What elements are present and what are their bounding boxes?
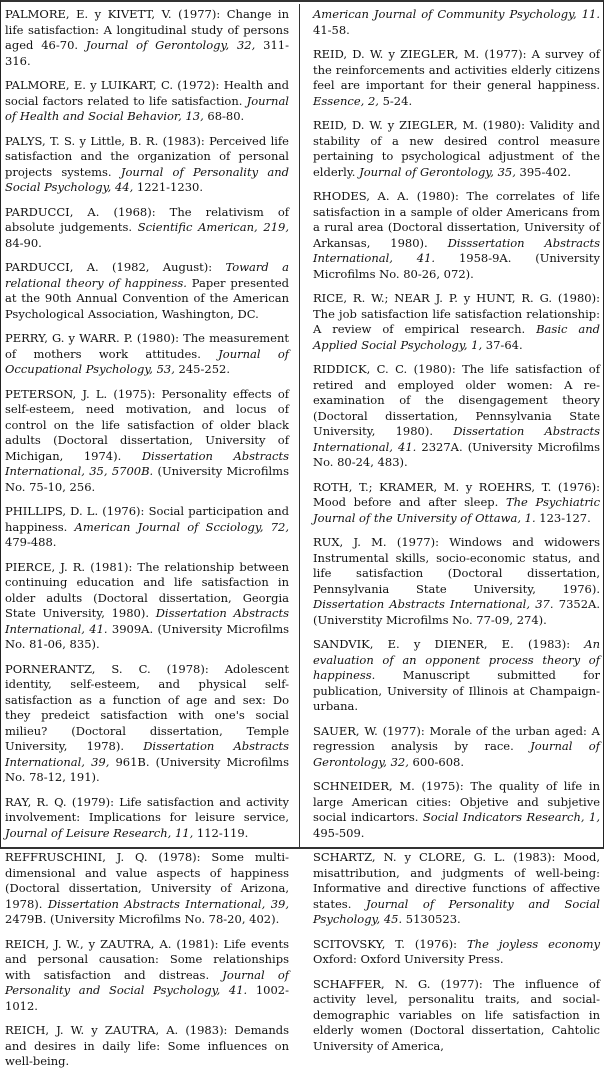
reference-text: 84-90. <box>5 235 42 250</box>
reference-source: Dissertation Abstracts International, 37. <box>313 597 554 611</box>
reference-text: RICE, R. W.; NEAR J. P. y HUNT, R. G. (1980): The job satisfaction life satisfaction relationship: A review of empirical research. <box>313 291 600 336</box>
reference-source: Dissertation Abstracts International, 35, 5700B. <box>5 448 289 478</box>
reference-entry <box>313 779 600 841</box>
reference-entry <box>5 937 289 1015</box>
reference-source: Journal of Personality and Social Psychology, 45. <box>313 896 600 926</box>
reference-source: Disssertation Abstracts International, 41. <box>313 235 600 265</box>
reference-source: Journal of Gerontology, 32, <box>85 38 256 52</box>
reference-source: Journal of Occupational Psychology, 53, <box>5 346 290 376</box>
reference-text: 37-64. <box>482 337 523 352</box>
reference-text: (University Microfilms No. 75-10, 256. <box>5 464 289 494</box>
reference-text: SANDVIK, E. y DIENER, E. (1983): <box>313 637 585 651</box>
reference-text: PALMORE, E. y KIVETT, V. (1977): Change in life satisfaction: A longitudinal study of persons aged 46-70. <box>5 7 289 52</box>
reference-text: 3909A. (University Microfilms No. 81-06, 835). <box>5 621 289 651</box>
reference-text: 2327A. (University Microfilms No. 80-24, 483). <box>313 439 600 469</box>
reference-text: REICH, J. W. y ZAUTRA, A. (1983): Demands and desires in daily life: Some influences on well-being. <box>5 1023 289 1068</box>
reference-source: Journal of Gerontology, 32, <box>313 739 600 769</box>
reference-entry <box>5 560 289 653</box>
reference-source: American Journal of Community Psychology, 11. <box>313 7 600 21</box>
reference-text: PETERSON, J. L. (1975): Personality effects of self-esteem, need motivation, and locus of control on the life satisfaction of older black adults (Doctoral dissertation, University of Michigan, 1974). <box>5 386 289 463</box>
reference-entry <box>5 504 289 551</box>
reference-text: PALMORE, E. y LUIKART, C. (1972): Health and social factors related to life satisfaction. <box>5 78 289 108</box>
reference-source: An evaluation of an opponent process theory of happiness. <box>313 637 600 682</box>
reference-entry <box>313 7 600 38</box>
reference-source: Dissertation Abstracts International, 41. <box>5 606 289 636</box>
reference-entry <box>313 47 600 109</box>
reference-entry <box>5 795 289 842</box>
reference-entry <box>5 662 289 786</box>
reference-entry <box>313 189 600 282</box>
reference-text: REICH, J. W., y ZAUTRA, A. (1981): Life events and personal causation: Some relationships with satisfaction and distreas. <box>5 936 289 982</box>
reference-text: 2479B. (University Microfilms No. 78-20, 402). <box>5 912 280 926</box>
reference-source: Journal of Personality and Social Psychology, 41. <box>5 967 290 997</box>
reference-text: RAY, R. Q. (1979): Life satisfaction and activity involvement: Implications for leisure service, <box>5 794 289 824</box>
reference-text: 395-402. <box>515 164 571 179</box>
column-divider <box>299 4 300 849</box>
reference-source: Journal of Personality and Social Psychology, 44, <box>5 164 289 194</box>
reference-entry <box>313 724 600 771</box>
reference-entry <box>5 7 289 69</box>
reference-text: SAUER, W. (1977): Morale of the urban aged: A regression analysis by race. <box>313 723 600 753</box>
reference-text: 479-488. <box>5 535 57 549</box>
reference-text: 961B. (University Microfilms No. 78-12, 191). <box>5 754 289 784</box>
reference-text: REID, D. W. y ZIEGLER, M. (1977): A survey of the reinforcements and activities elderly citizens feel are important for their general happiness. <box>313 47 600 92</box>
reference-text: PHILLIPS, D. L. (1976): Social participation and happiness. <box>5 504 289 534</box>
reference-entry <box>5 134 289 196</box>
reference-text: RUX, J. M. (1977): Windows and widowers Instrumental skills, socio-economic status, and life satisfaction (Doctoral dissertation, Pennsylvania State University, 1976). <box>313 535 600 596</box>
reference-source: American Journal of Scciology, 72, <box>74 519 289 534</box>
reference-source: Dissertation Abstracts International, 39, <box>5 739 289 769</box>
reference-entry <box>313 480 600 527</box>
reference-text: 5-24. <box>378 93 413 108</box>
reference-entry <box>5 260 289 322</box>
reference-text: 7352A. (Universtity Microfilms No. 77-09, 274). <box>313 597 600 627</box>
reference-entry <box>313 937 600 968</box>
reference-entry <box>5 78 289 125</box>
reference-source: Journal of Gerontology, 35, <box>359 164 516 179</box>
reference-text: SCHAFFER, N. G. (1977): The influence of activity level, personalitu traits, and social-demographic variables on life satisfaction in elderly women (Doctoral dissertation, Cahtolic University of America, <box>313 976 600 1053</box>
reference-source: Social Indicators Research, 1, <box>422 810 600 824</box>
reference-text: PARDUCCI, A. (1968): The relativism of absolute judgements. <box>5 204 289 234</box>
reference-entry <box>5 1023 289 1070</box>
reference-text: 245-252. <box>174 362 230 376</box>
reference-entry <box>313 118 600 180</box>
reference-entry <box>313 977 600 1055</box>
reference-text: SCHNEIDER, M. (1975): The quality of life in large American cities: Objetive and subjetive social indicartors. <box>313 779 600 824</box>
reference-source: The Psychiatric Journal of the University of Ottawa, 1. <box>313 495 601 525</box>
reference-source: Dissertation Abstracts International, 39, <box>47 896 289 911</box>
reference-text: ROTH, T.; KRAMER, M. y ROEHRS, T. (1976): Mood before and after sleep. <box>313 479 600 509</box>
reference-source: Essence, 2, <box>313 93 379 108</box>
reference-text: PALYS, T. S. y Little, B. R. (1983): Perceived life satisfaction and the organization of personal projects systems. <box>5 133 289 179</box>
reference-entry <box>313 535 600 628</box>
reference-text: 1221-1230. <box>133 180 203 194</box>
reference-text: PARDUCCI, A. (1982, August): <box>5 260 226 274</box>
reference-text: PERRY, G. y WARR. P. (1980): The measurement of mothers work attitudes. <box>5 331 289 361</box>
reference-text: REFFRUSCHINI, J. Q. (1978): Some multi-dimensional and value aspects of happiness (Doctoral dissertation, University of Arizona, 1978). <box>5 850 289 911</box>
reference-text: PIERCE, J. R. (1981): The relationship between continuing education and life satisfaction in older adults (Doctoral dissertation, Georgia State University, 1980). <box>5 559 289 620</box>
reference-text: 112-119. <box>193 825 249 840</box>
reference-entry <box>5 850 289 928</box>
reference-source: Journal of Health and Social Behavior, 13, <box>5 93 289 123</box>
reference-entry <box>5 331 289 378</box>
reference-text: 5130523. <box>402 912 461 926</box>
reference-text: 68-80. <box>203 109 245 123</box>
reference-text: PORNERANTZ, S. C. (1978): Adolescent identity, self-esteem, and physical self-satisfaction as a function of age and sex: Do they predeict satisfaction with one's social milieu? (Doctoral dissertation, Temple University, 1978). <box>5 661 289 753</box>
reference-text: SCITOVSKY, T. (1976): <box>313 936 467 951</box>
reference-source: The joyless economy <box>467 936 600 951</box>
reference-entry <box>313 362 600 471</box>
reference-entry <box>313 291 600 353</box>
reference-entry <box>313 850 600 928</box>
reference-text: RIDDICK, C. C. (1980): The life satisfaction of retired and employed older women: A re-examination of the disengagement theory (Doctoral dissertation, Pennsylvania State University, 1980). <box>313 362 600 438</box>
reference-text: 123-127. <box>535 510 591 525</box>
reference-text: 600-608. <box>408 754 465 769</box>
reference-text: RHODES, A. A. (1980): The correlates of life satisfaction in a sample of older Americans from a rural area (Doctoral dissertation, University of Arkansas, 1980). <box>313 189 600 250</box>
reference-text: Oxford: Oxford University Press. <box>313 952 504 966</box>
reference-entry <box>5 387 289 496</box>
reference-text: REID, D. W. y ZIEGLER, M. (1980): Validity and stability of a new desired control measure pertaining to psychological adjustment of the elderly. <box>313 118 600 179</box>
reference-text: 495-509. <box>313 825 365 840</box>
reference-text: Paper presented at the 90th Annual Convention of the American Psychological Association, Washington, DC. <box>5 275 289 321</box>
reference-source: Journal of Leisure Research, 11, <box>5 825 194 840</box>
reference-entry <box>5 205 289 252</box>
reference-source: Dissertation Abstracts International, 41. <box>313 424 600 454</box>
reference-source: Basic and Applied Social Psychology, 1, <box>313 322 601 352</box>
reference-text: 1958-9A. (University Microfilms No. 80-26, 072). <box>313 251 600 281</box>
left-column <box>5 7 290 1068</box>
right-column <box>313 7 601 1053</box>
reference-entry <box>313 637 600 715</box>
reference-text: 1002-1012. <box>5 983 289 1013</box>
reference-text: SCHARTZ, N. y CLORE, G. L. (1983): Mood, misattribution, and judgments of well-being: Informative and directive functions of affective states. <box>313 850 600 911</box>
reference-text: Manuscript submitted for publication, University of Illinois at Champaign-urbana. <box>313 668 600 713</box>
reference-source: Toward a relational theory of happiness. <box>5 260 289 290</box>
reference-source: Scientific American, 219, <box>137 220 289 234</box>
reference-text: 311-316. <box>5 38 289 68</box>
reference-text: 41-58. <box>313 22 350 37</box>
